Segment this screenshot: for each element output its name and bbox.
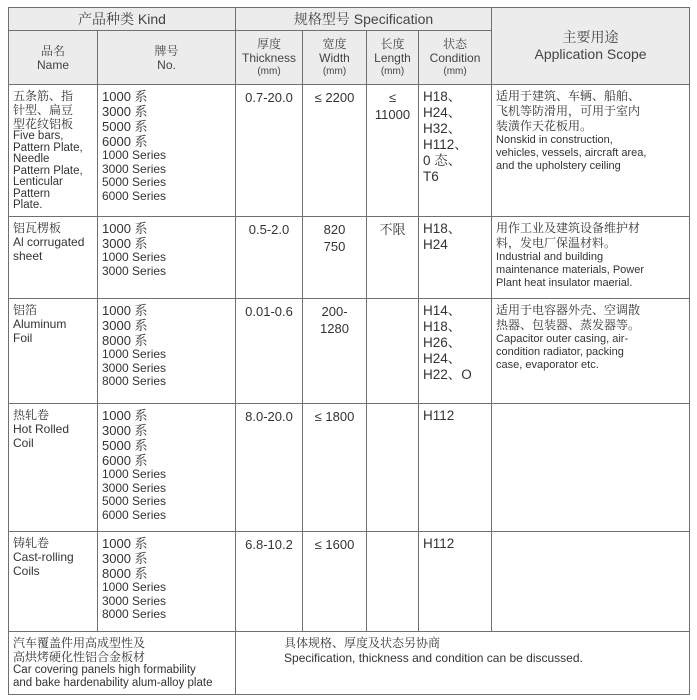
grade-en: 1000 Series xyxy=(102,580,167,594)
car-panel-note-cn: 高烘烤硬化性铝合金板材 xyxy=(13,650,146,664)
thickness-cell: 0.7-20.0 xyxy=(236,85,303,217)
grade-cn: 6000 系 xyxy=(102,453,148,468)
thickness-header-cn: 厚度 xyxy=(257,36,282,51)
grade-en: 5000 Series xyxy=(102,494,167,508)
condition-cell xyxy=(419,404,492,532)
scope-header-en: Application Scope xyxy=(534,46,647,62)
car-panel-note-en: Car covering panels high formability xyxy=(13,664,196,676)
application-en: and the upholstery ceiling xyxy=(496,160,621,172)
grade-cn: 5000 系 xyxy=(102,438,148,453)
length-header-en: Length xyxy=(374,50,411,65)
name-header-en: Name xyxy=(36,57,69,72)
negotiation-note-en: Specification, thickness and condition can be discussed. xyxy=(284,651,583,665)
product-name-en: Cast-rolling xyxy=(13,550,74,564)
application-en: vehicles, vessels, aircraft area, xyxy=(496,147,647,159)
grade-cn: 6000 系 xyxy=(102,134,148,149)
width-cell xyxy=(303,404,367,532)
grade-cn: 1000 系 xyxy=(102,408,148,423)
grade-en: 1000 Series xyxy=(102,250,167,264)
condition-unit: (mm) xyxy=(443,65,467,77)
length-header-cn: 长度 xyxy=(380,36,405,51)
grade-cn: 8000 系 xyxy=(102,333,148,348)
grade-cn: 3000 系 xyxy=(102,423,148,438)
product-name-cn: 铸轧卷 xyxy=(13,536,50,550)
application-cn: 用作工业及建筑设备维护材 xyxy=(496,221,641,235)
length-column-header xyxy=(367,31,419,85)
grade-en: 3000 Series xyxy=(102,263,167,278)
application-scope-header xyxy=(492,8,690,85)
length-cell: 不限 xyxy=(367,217,419,299)
product-name-cn: 铝箔 xyxy=(13,303,38,317)
width-value: 1280 xyxy=(320,321,349,336)
length-cell xyxy=(367,299,419,404)
product-name-en: Al corrugated xyxy=(13,235,85,249)
condition-value: H24、 xyxy=(423,105,462,120)
condition-value: H24 xyxy=(423,237,448,252)
application-en: Nonskid in construction, xyxy=(496,134,613,146)
product-name-cell xyxy=(9,85,98,217)
alloy-grade-cell xyxy=(98,404,236,532)
condition-value: H24、 xyxy=(423,351,462,366)
condition-value: H18、 xyxy=(423,319,462,334)
grade-en: 3000 Series xyxy=(102,161,167,176)
application-en: Capacitor outer casing, air- xyxy=(496,333,629,345)
width-value: 750 xyxy=(323,239,346,254)
grade-en: 1000 Series xyxy=(102,347,167,361)
grade-cn: 1000 系 xyxy=(102,89,148,104)
application-en: case, evaporator etc. xyxy=(496,359,599,371)
grade-en: 6000 Series xyxy=(102,188,167,203)
product-name-en: Pattern Plate, xyxy=(13,141,83,154)
grade-cn: 1000 系 xyxy=(102,536,148,551)
condition-value: H22、O xyxy=(423,367,472,382)
width-header-cn: 宽度 xyxy=(322,36,347,51)
product-name-en: Hot Rolled xyxy=(13,422,70,436)
table-row xyxy=(9,85,690,217)
application-en: condition radiator, packing xyxy=(496,346,624,358)
name-column-header xyxy=(9,31,98,85)
product-name-cn: 铝瓦楞板 xyxy=(13,221,62,235)
grade-cn: 1000 系 xyxy=(102,303,148,318)
product-name-cn: 热轧卷 xyxy=(13,408,50,422)
alloy-grade-cell xyxy=(98,217,236,299)
length-cell: ≤ 11000 xyxy=(367,85,419,217)
specification-table xyxy=(8,7,690,695)
name-header-cn: 品名 xyxy=(40,43,65,58)
grade-cn: 1000 系 xyxy=(102,221,148,236)
thickness-cell: 6.8-10.2 xyxy=(236,532,303,632)
table-row xyxy=(9,299,690,404)
product-name-en: Aluminum xyxy=(13,317,67,331)
grade-en: 3000 Series xyxy=(102,360,167,375)
application-en: maintenance materials, Power xyxy=(496,264,645,276)
condition-value: H18、 xyxy=(423,89,462,104)
negotiation-note xyxy=(236,632,690,695)
product-name-en: Pattern Plate, xyxy=(13,164,83,177)
table-row xyxy=(9,532,690,632)
application-cn: 适用于建筑、车辆、船舶、 xyxy=(496,89,641,103)
condition-column-header xyxy=(419,31,492,85)
grade-cn: 3000 系 xyxy=(102,551,148,566)
application-en: Industrial and building xyxy=(496,251,604,263)
grade-cn: 5000 系 xyxy=(102,119,148,134)
product-name-en: sheet xyxy=(13,249,43,263)
thickness-cell: 8.0-20.0 xyxy=(236,404,303,532)
product-name-en: Five bars, xyxy=(13,130,64,142)
application-cell xyxy=(492,532,690,632)
condition-value: H14、 xyxy=(423,303,462,318)
application-cell xyxy=(492,217,690,299)
thickness-unit: (mm) xyxy=(257,65,281,77)
grade-en: 8000 Series xyxy=(102,374,167,388)
condition-value: H26、 xyxy=(423,335,462,350)
width-value: ≤ 1600 xyxy=(314,537,355,552)
application-cell xyxy=(492,404,690,532)
table-row xyxy=(9,404,690,532)
width-value: 820 xyxy=(323,222,346,237)
condition-value: H112、 xyxy=(423,137,468,152)
application-cell xyxy=(492,85,690,217)
width-cell xyxy=(303,532,367,632)
width-cell xyxy=(303,299,367,404)
product-name-en: Needle xyxy=(13,153,50,165)
application-cell xyxy=(492,299,690,404)
application-cn: 热器、包装器、蒸发器等。 xyxy=(496,318,641,332)
length-unit: (mm) xyxy=(380,65,405,77)
kind-header: 产品种类 Kind xyxy=(9,8,236,31)
application-cn: 飞机等防滑用，可用于室内 xyxy=(496,104,641,118)
length-cell xyxy=(367,532,419,632)
product-name-cn: 型花纹铝板 xyxy=(13,117,74,131)
grade-en: 5000 Series xyxy=(102,175,167,189)
grade-en: 1000 Series xyxy=(102,148,167,162)
width-value: ≤ 2200 xyxy=(314,90,355,105)
condition-value: H18、 xyxy=(423,221,462,236)
condition-cell xyxy=(419,217,492,299)
application-cn: 适用于电容器外壳、空调散 xyxy=(496,303,641,317)
scope-header-cn: 主要用途 xyxy=(562,29,619,45)
product-name-cell xyxy=(9,299,98,404)
condition-cell xyxy=(419,85,492,217)
condition-cell xyxy=(419,299,492,404)
grade-cn: 3000 系 xyxy=(102,104,148,119)
alloy-grade-cell xyxy=(98,532,236,632)
product-name-cell xyxy=(9,404,98,532)
grade-en: 1000 Series xyxy=(102,467,167,481)
thickness-column-header xyxy=(236,31,303,85)
width-value: ≤ 1800 xyxy=(314,409,355,424)
product-name-cell xyxy=(9,217,98,299)
condition-value: H32、 xyxy=(423,121,462,136)
condition-value: T6 xyxy=(423,169,439,184)
product-name-en: Coils xyxy=(13,564,40,578)
thickness-header-en: Thickness xyxy=(242,50,297,65)
negotiation-note-cn: 具体规格、厚度及状态另协商 xyxy=(284,636,441,650)
grade-en: 8000 Series xyxy=(102,607,167,621)
product-name-en: Lenticular xyxy=(13,176,63,188)
width-cell xyxy=(303,85,367,217)
footer-row xyxy=(9,632,690,695)
table-row xyxy=(9,217,690,299)
car-panel-note-cn: 汽车覆盖件用高成型性及 xyxy=(13,636,146,650)
product-name-en: Pattern xyxy=(13,187,51,200)
product-name-cell xyxy=(9,532,98,632)
condition-header-en: Condition xyxy=(429,50,481,65)
alloy-grade-cell xyxy=(98,299,236,404)
alloy-grade-cell xyxy=(98,85,236,217)
thickness-cell: 0.01-0.6 xyxy=(236,299,303,404)
width-header-en: Width xyxy=(319,50,350,65)
grade-cn: 3000 系 xyxy=(102,318,148,333)
condition-value: 0 态、 xyxy=(423,153,462,168)
grade-cn: 3000 系 xyxy=(102,236,148,251)
car-panel-note xyxy=(9,632,236,695)
product-name-cn: 针型、扁豆 xyxy=(13,103,74,117)
car-panel-note-en: and bake hardenability alum-alloy plate xyxy=(13,677,213,689)
application-en: Plant heat insulator maerial. xyxy=(496,277,633,289)
product-name-en: Foil xyxy=(13,331,33,345)
length-cell xyxy=(367,404,419,532)
thickness-cell: 0.5-2.0 xyxy=(236,217,303,299)
grade-cn: 8000 系 xyxy=(102,566,148,581)
grade-en: 6000 Series xyxy=(102,507,167,522)
application-cn: 料，发电厂保温材料。 xyxy=(496,236,617,250)
product-name-cn: 五条筋、指 xyxy=(13,89,74,103)
condition-cell xyxy=(419,532,492,632)
grade-en: 3000 Series xyxy=(102,480,167,495)
width-unit: (mm) xyxy=(322,65,347,77)
no-header-en: No. xyxy=(157,57,176,72)
condition-value: H112 xyxy=(423,536,455,551)
width-column-header xyxy=(303,31,367,85)
product-name-en: Coil xyxy=(13,436,34,450)
grade-en: 3000 Series xyxy=(102,593,167,608)
no-header-cn: 牌号 xyxy=(154,43,179,58)
width-cell xyxy=(303,217,367,299)
condition-header-cn: 状态 xyxy=(443,36,468,51)
condition-value: H112 xyxy=(423,408,455,423)
width-value: 200- xyxy=(321,304,348,319)
application-cn: 装潢作天花板用。 xyxy=(496,119,593,133)
no-column-header xyxy=(98,31,236,85)
specification-header: 规格型号 Specification xyxy=(236,8,492,31)
product-name-en: Plate. xyxy=(13,199,43,211)
